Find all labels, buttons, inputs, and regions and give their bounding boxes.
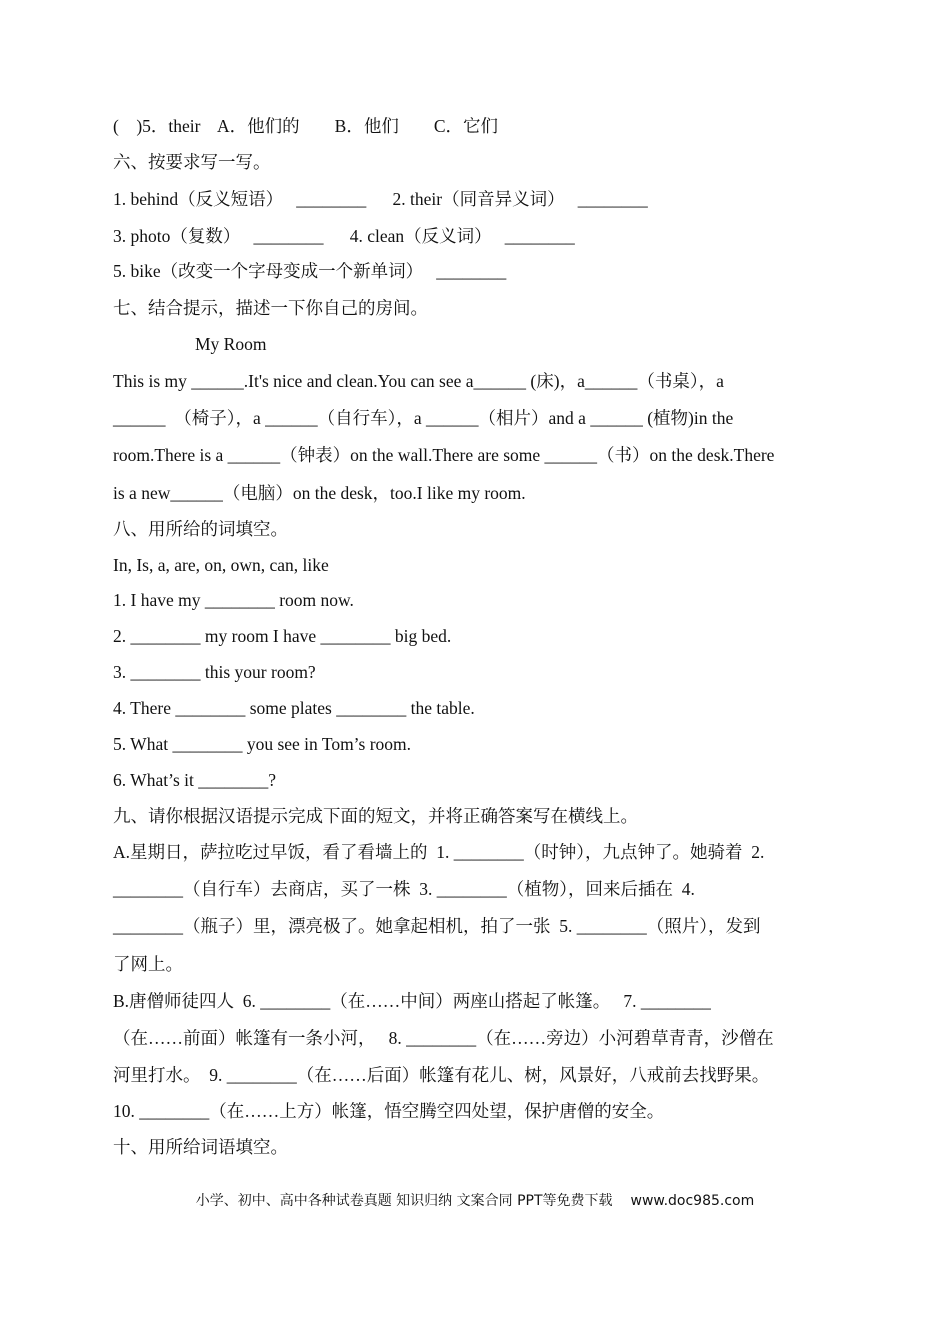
section-7-line-3: room.There is a ______（钟表）on the wall.There are some ______（书）on the desk.There	[113, 445, 775, 465]
passage-b-line-4: 10. ________（在……上方）帐篷，悟空腾空四处望，保护唐僧的安全。	[113, 1101, 665, 1121]
section-9-heading: 九、请你根据汉语提示完成下面的短文，并将正确答案写在横线上。	[113, 806, 638, 826]
section-7-line-4: is a new______（电脑）on the desk，too.I like my room.	[113, 483, 526, 503]
word-bank: In, Is, a, are, on, own, can, like	[113, 555, 329, 575]
section-7-heading: 七、结合提示，描述一下你自己的房间。	[113, 298, 428, 318]
passage-a-line-4: 了网上。	[113, 954, 183, 974]
section-6-line-2: 3. photo（复数） ________ 4. clean（反义词） ________	[113, 226, 575, 246]
question-5-line: ( )5．their A．他们的 B．他们 C．它们	[113, 116, 498, 136]
section-6-line-1: 1. behind（反义短语） ________ 2. their（同音异义词） ________	[113, 189, 648, 209]
section-7-line-1: This is my ______.It's nice and clean.You can see a______ (床)，a______（书桌），a	[113, 371, 724, 391]
section-8-q3: 3. ________ this your room?	[113, 662, 316, 682]
section-6-heading: 六、按要求写一写。	[113, 152, 271, 172]
footer-text: 小学、初中、高中各种试卷真题 知识归纳 文案合同 PPT等免费下载	[195, 1193, 613, 1209]
section-10-heading: 十、用所给词语填空。	[113, 1137, 288, 1157]
footer-site: www.doc985.com	[630, 1193, 755, 1209]
section-8-q4: 4. There ________ some plates ________ the table.	[113, 698, 475, 718]
section-8-q5: 5. What ________ you see in Tom’s room.	[113, 734, 412, 754]
section-6-line-3: 5. bike（改变一个字母变成一个新单词） ________	[113, 261, 507, 281]
passage-b-line-3: 河里打水。 9. ________（在……后面）帐篷有花儿、树，风景好，八戒前去找野果。	[113, 1065, 770, 1085]
section-8-q1: 1. I have my ________ room now.	[113, 590, 354, 610]
section-8-q2: 2. ________ my room I have ________ big bed.	[113, 626, 452, 646]
section-8-heading: 八、用所给的词填空。	[113, 519, 288, 539]
section-8-q6: 6. What’s it ________?	[113, 770, 276, 790]
section-7-line-2: ______ （椅子），a ______（自行车），a ______（相片）and a ______ (植物)in the	[113, 408, 734, 428]
passage-b-line-1: B.唐僧师徒四人 6. ________（在……中间）两座山搭起了帐篷。 7. ________	[113, 991, 711, 1011]
page-footer	[0, 1190, 950, 1210]
passage-a-line-1: A.星期日，萨拉吃过早饭，看了看墙上的 1. ________（时钟），九点钟了。她骑着 2.	[113, 842, 765, 862]
passage-a-line-3: ________（瓶子）里，漂亮极了。她拿起相机，拍了一张 5. ________（照片），发到	[113, 916, 761, 936]
my-room-title: My Room	[195, 334, 267, 354]
passage-a-line-2: ________（自行车）去商店，买了一株 3. ________（植物），回来后插在 4.	[113, 879, 695, 899]
passage-b-line-2: （在……前面）帐篷有一条小河， 8. ________（在……旁边）小河碧草青青，沙僧在	[113, 1028, 774, 1048]
